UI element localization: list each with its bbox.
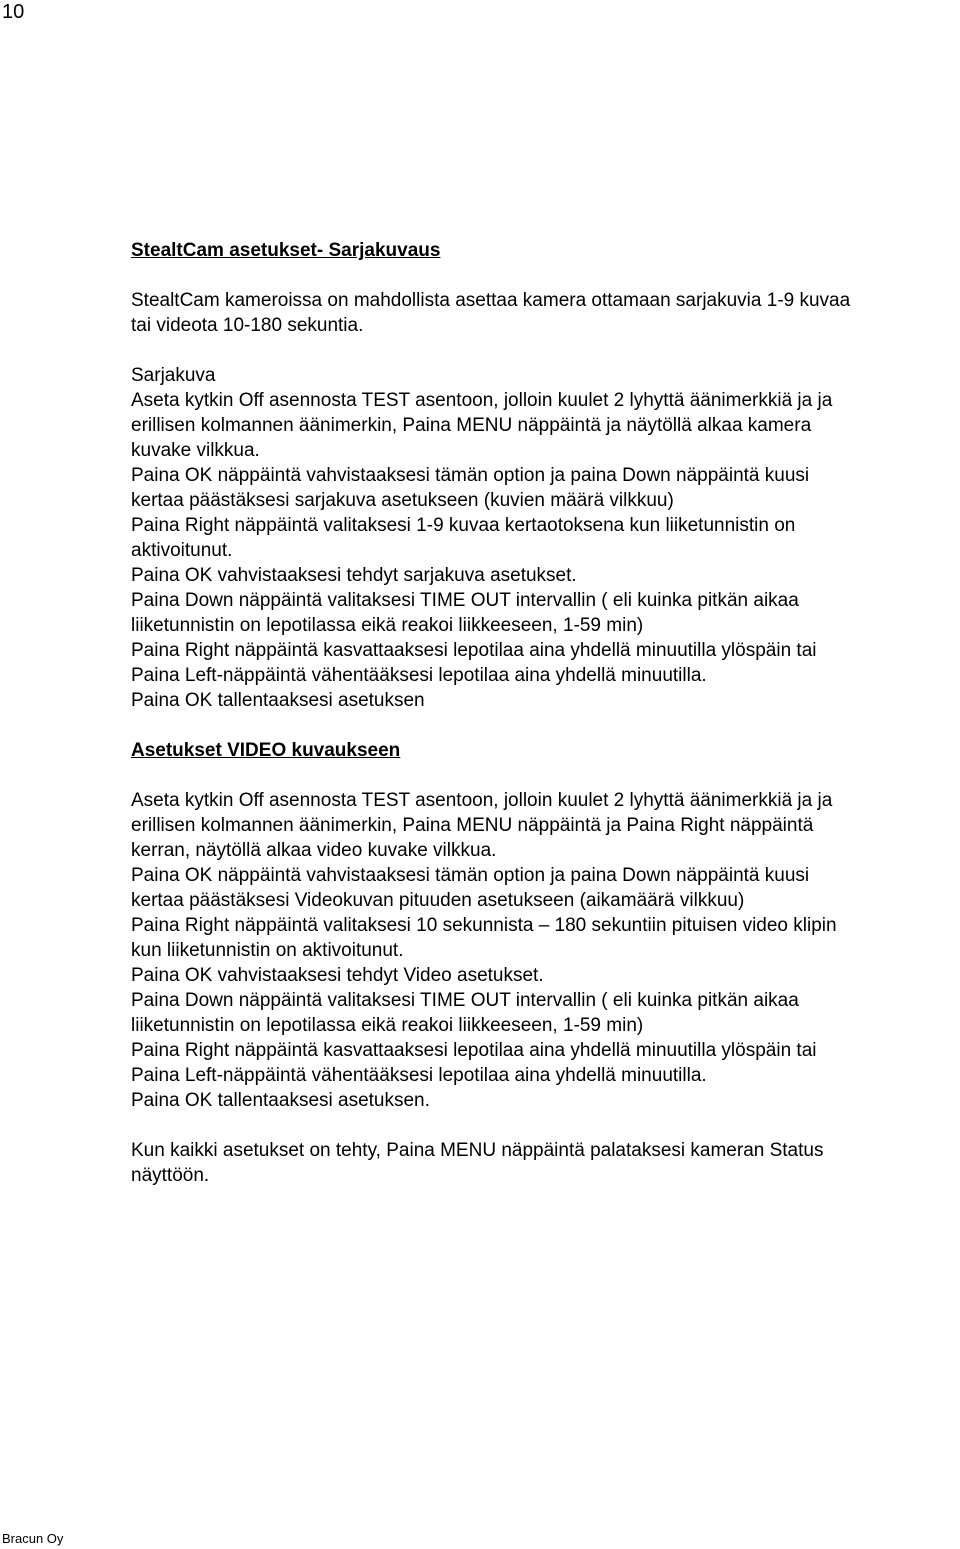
subtitle-burst: Sarjakuva — [131, 365, 216, 386]
burst-instruction-line: Paina Left-näppäintä vähentääksesi lepotilaa aina yhdellä minuutilla. — [131, 665, 707, 686]
burst-instruction-line: Paina OK vahvistaaksesi tehdyt sarjakuva asetukset. — [131, 565, 577, 586]
burst-instruction-line: Paina OK tallentaaksesi asetuksen — [131, 690, 425, 711]
burst-instruction-line: Paina OK näppäintä vahvistaaksesi tämän option ja paina Down näppäintä kuusi — [131, 465, 810, 486]
page-number: 10 — [2, 1, 25, 23]
video-instruction-line: erillisen kolmannen äänimerkin, Paina MENU näppäintä ja Paina Right näppäintä — [131, 815, 814, 836]
video-instruction-line: liiketunnistin on lepotilassa eikä reakoi liikkeeseen, 1-59 min) — [131, 1015, 644, 1036]
burst-instruction-line: Aseta kytkin Off asennosta TEST asentoon, jolloin kuulet 2 lyhyttä äänimerkkiä ja ja — [131, 390, 833, 411]
video-instruction-line: kertaa päästäksesi Videokuvan pituuden asetukseen (aikamäärä vilkkuu) — [131, 890, 745, 911]
video-instruction-line: Paina Down näppäintä valitaksesi TIME OUT intervallin ( eli kuinka pitkän aikaa — [131, 990, 799, 1011]
closing-line: näyttöön. — [131, 1165, 210, 1186]
document-body — [131, 238, 951, 1188]
burst-instruction-line: Paina Right näppäintä valitaksesi 1-9 kuvaa kertaotoksena kun liiketunnistin on — [131, 515, 796, 536]
video-instruction-line: kun liiketunnistin on aktivoitunut. — [131, 940, 404, 961]
video-instruction-line: Paina OK näppäintä vahvistaaksesi tämän option ja paina Down näppäintä kuusi — [131, 865, 810, 886]
video-instruction-line: Aseta kytkin Off asennosta TEST asentoon, jolloin kuulet 2 lyhyttä äänimerkkiä ja ja — [131, 790, 833, 811]
burst-instruction-line: erillisen kolmannen äänimerkin, Paina MENU näppäintä ja näytöllä alkaa kamera — [131, 415, 812, 436]
section-title-burst: StealtCam asetukset- Sarjakuvaus — [131, 240, 441, 261]
closing-line: Kun kaikki asetukset on tehty, Paina MENU näppäintä palataksesi kameran Status — [131, 1140, 824, 1161]
video-instruction-line: kerran, näytöllä alkaa video kuvake vilkkua. — [131, 840, 497, 861]
burst-instruction-line: Paina Down näppäintä valitaksesi TIME OUT intervallin ( eli kuinka pitkän aikaa — [131, 590, 799, 611]
burst-instruction-line: Paina Right näppäintä kasvattaaksesi lepotilaa aina yhdellä minuutilla ylöspäin tai — [131, 640, 817, 661]
section-title-video: Asetukset VIDEO kuvaukseen — [131, 740, 401, 761]
intro-line: StealtCam kameroissa on mahdollista asettaa kamera ottamaan sarjakuvia 1-9 kuvaa — [131, 290, 851, 311]
video-instruction-line: Paina OK tallentaaksesi asetuksen. — [131, 1090, 430, 1111]
burst-instruction-line: kertaa päästäksesi sarjakuva asetukseen (kuvien määrä vilkkuu) — [131, 490, 674, 511]
burst-instruction-line: aktivoitunut. — [131, 540, 233, 561]
intro-line: tai videota 10-180 sekuntia. — [131, 315, 364, 336]
video-instruction-line: Paina Right näppäintä valitaksesi 10 sekunnista – 180 sekuntiin pituisen video klipin — [131, 915, 837, 936]
burst-instruction-line: kuvake vilkkua. — [131, 440, 260, 461]
video-instruction-line: Paina Left-näppäintä vähentääksesi lepotilaa aina yhdellä minuutilla. — [131, 1065, 707, 1086]
footer-company: Bracun Oy — [2, 1531, 64, 1546]
video-instruction-line: Paina Right näppäintä kasvattaaksesi lepotilaa aina yhdellä minuutilla ylöspäin tai — [131, 1040, 817, 1061]
video-instruction-line: Paina OK vahvistaaksesi tehdyt Video asetukset. — [131, 965, 544, 986]
burst-instruction-line: liiketunnistin on lepotilassa eikä reakoi liikkeeseen, 1-59 min) — [131, 615, 644, 636]
